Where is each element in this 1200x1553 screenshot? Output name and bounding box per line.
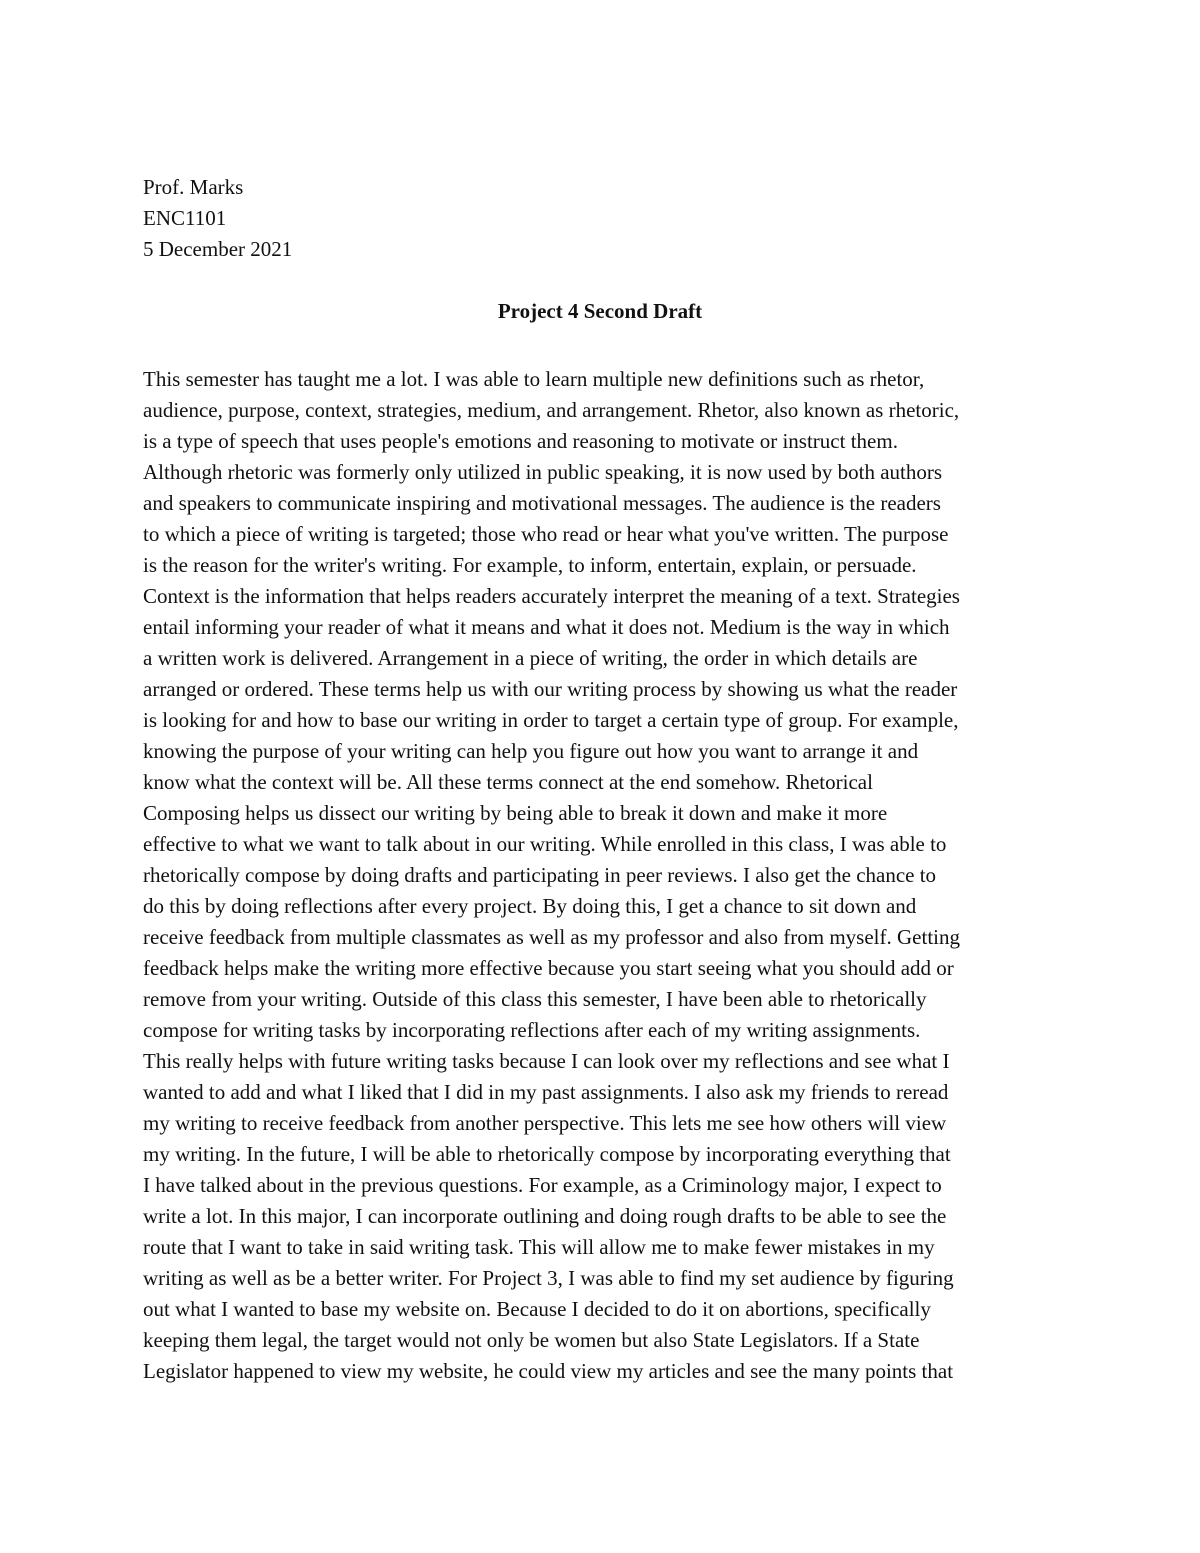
body-line: is a type of speech that uses people's emotions and reasoning to motivate or instruct them.	[143, 429, 898, 453]
body-line: I have talked about in the previous questions. For example, as a Criminology major, I expect to	[143, 1173, 942, 1197]
body-line: out what I wanted to base my website on. Because I decided to do it on abortions, specifically	[143, 1297, 931, 1321]
body-line: entail informing your reader of what it means and what it does not. Medium is the way in which	[143, 615, 950, 639]
body-line: This really helps with future writing tasks because I can look over my reflections and see what I	[143, 1049, 950, 1073]
body-line: my writing to receive feedback from another perspective. This lets me see how others will view	[143, 1111, 947, 1135]
instructor-name: Prof. Marks	[143, 175, 244, 199]
body-line: remove from your writing. Outside of this class this semester, I have been able to rhetorically	[143, 987, 927, 1011]
body-line: rhetorically compose by doing drafts and participating in peer reviews. I also get the chance to	[143, 863, 937, 887]
body-line: effective to what we want to talk about in our writing. While enrolled in this class, I was able to	[143, 832, 947, 856]
body-line: feedback helps make the writing more effective because you start seeing what you should add or	[143, 956, 954, 980]
course-code: ENC1101	[143, 206, 227, 230]
essay-date: 5 December 2021	[143, 237, 293, 261]
essay-title: Project 4 Second Draft	[497, 299, 703, 323]
body-line: writing as well as be a better writer. For Project 3, I was able to find my set audience by figuring	[143, 1266, 954, 1290]
body-line: This semester has taught me a lot. I was able to learn multiple new definitions such as rhetor,	[143, 367, 925, 391]
body-line: receive feedback from multiple classmates as well as my professor and also from myself. Getting	[143, 925, 960, 949]
body-line: knowing the purpose of your writing can help you figure out how you want to arrange it and	[143, 739, 919, 763]
body-line: route that I want to take in said writing task. This will allow me to make fewer mistakes in my	[143, 1235, 935, 1259]
essay-heading	[143, 172, 292, 265]
body-line: keeping them legal, the target would not only be women but also State Legislators. If a State	[143, 1328, 920, 1352]
body-line: is looking for and how to base our writing in order to target a certain type of group. For example,	[143, 708, 959, 732]
body-line: Context is the information that helps readers accurately interpret the meaning of a text. Strategies	[143, 584, 960, 608]
body-line: audience, purpose, context, strategies, medium, and arrangement. Rhetor, also known as rhetoric,	[143, 398, 960, 422]
body-line: do this by doing reflections after every project. By doing this, I get a chance to sit down and	[143, 894, 917, 918]
body-line: wanted to add and what I liked that I did in my past assignments. I also ask my friends to reread	[143, 1080, 949, 1104]
body-line: to which a piece of writing is targeted; those who read or hear what you've written. The purpose	[143, 522, 949, 546]
essay-body	[143, 364, 1063, 1387]
body-line: is the reason for the writer's writing. For example, to inform, entertain, explain, or persuade.	[143, 553, 917, 577]
body-line: Legislator happened to view my website, he could view my articles and see the many points that	[143, 1359, 954, 1383]
body-line: arranged or ordered. These terms help us with our writing process by showing us what the reader	[143, 677, 958, 701]
body-line: write a lot. In this major, I can incorporate outlining and doing rough drafts to be able to see the	[143, 1204, 947, 1228]
body-line: my writing. In the future, I will be able to rhetorically compose by incorporating everything that	[143, 1142, 951, 1166]
body-line: and speakers to communicate inspiring and motivational messages. The audience is the readers	[143, 491, 941, 515]
body-line: Although rhetoric was formerly only utilized in public speaking, it is now used by both authors	[143, 460, 943, 484]
body-line: know what the context will be. All these terms connect at the end somehow. Rhetorical	[143, 770, 873, 794]
body-line: compose for writing tasks by incorporating reflections after each of my writing assignments.	[143, 1018, 921, 1042]
body-line: a written work is delivered. Arrangement in a piece of writing, the order in which details are	[143, 646, 918, 670]
body-line: Composing helps us dissect our writing by being able to break it down and make it more	[143, 801, 888, 825]
